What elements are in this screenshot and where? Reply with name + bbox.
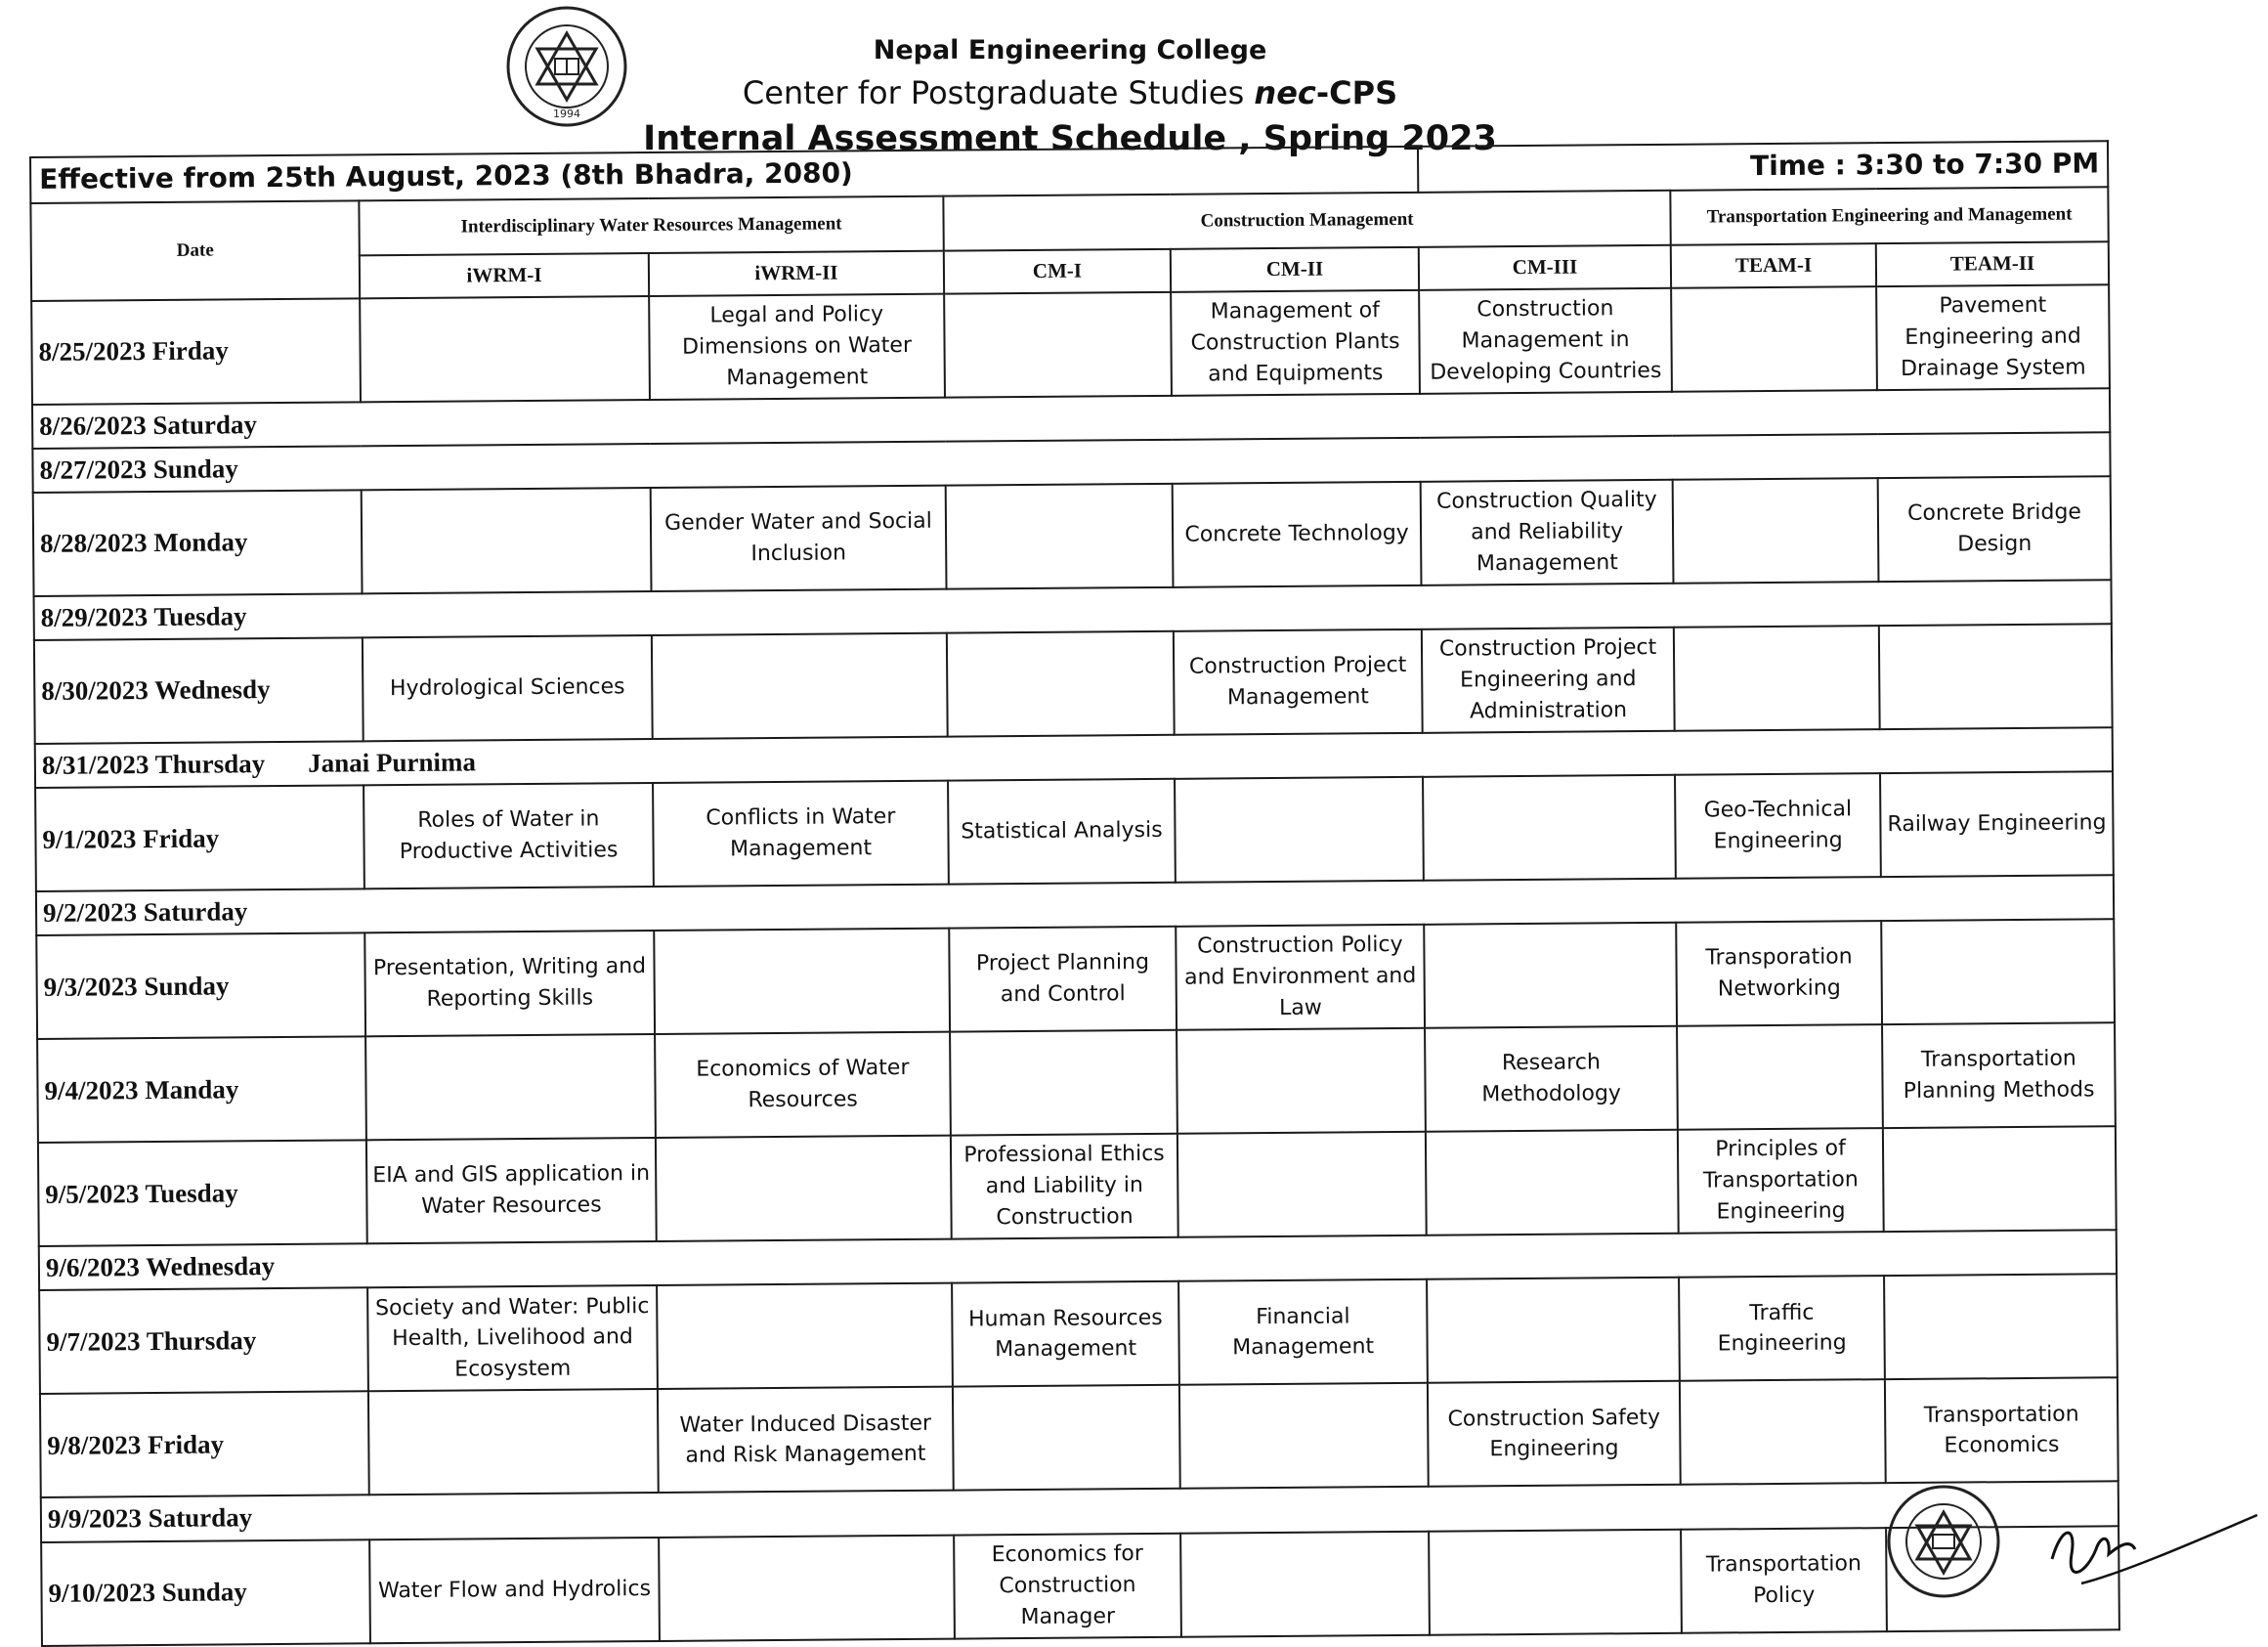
holiday-note: Janai Purnima bbox=[308, 747, 477, 778]
column-header: TEAM-II bbox=[1876, 241, 2109, 286]
subject-cell: Transporation Networking bbox=[1676, 921, 1882, 1026]
subject-cell: Transportation Policy bbox=[1681, 1528, 1887, 1633]
column-header: iWRM-I bbox=[360, 253, 649, 298]
subject-cell: Construction Project Engineering and Administration bbox=[1422, 628, 1675, 733]
subject-cell bbox=[1427, 1278, 1680, 1383]
schedule-row bbox=[33, 476, 2112, 596]
subject-cell: Hydrological Sciences bbox=[363, 635, 653, 741]
center-name bbox=[0, 74, 2140, 111]
subject-cell bbox=[1884, 1275, 2118, 1380]
row-date: 9/10/2023 Sunday bbox=[41, 1539, 370, 1646]
college-seal-logo bbox=[489, 4, 645, 131]
subject-cell: Concrete Technology bbox=[1173, 482, 1422, 587]
subject-cell: Research Methodology bbox=[1425, 1026, 1678, 1132]
subject-cell: Statistical Analysis bbox=[948, 779, 1176, 885]
svg-text:1994: 1994 bbox=[553, 108, 580, 120]
subject-cell: Economics for Construction Manager bbox=[954, 1533, 1181, 1638]
subject-cell: Roles of Water in Productive Activities bbox=[364, 783, 654, 889]
subject-cell bbox=[1179, 1383, 1429, 1489]
column-header: CM-II bbox=[1171, 246, 1419, 291]
column-header: iWRM-II bbox=[649, 250, 944, 295]
subject-cell bbox=[654, 929, 950, 1034]
subject-cell: Construction Quality and Reliability Management bbox=[1421, 480, 1674, 585]
subject-cell: Construction Management in Developing Countries bbox=[1419, 287, 1672, 393]
row-date: 9/1/2023 Friday bbox=[35, 785, 364, 891]
row-date: 9/7/2023 Thursday bbox=[39, 1288, 368, 1395]
center-italic: nec bbox=[1254, 74, 1316, 111]
schedule-row bbox=[39, 1275, 2118, 1395]
subject-cell bbox=[365, 1034, 656, 1140]
subject-cell: Transportation Economics bbox=[1885, 1378, 2118, 1484]
subject-cell bbox=[1429, 1529, 1682, 1634]
subject-cell: Principles of Transportation Engineering bbox=[1678, 1128, 1884, 1234]
subject-cell: Concrete Bridge Design bbox=[1878, 476, 2112, 582]
subject-cell bbox=[1883, 1127, 2117, 1233]
subject-cell bbox=[1423, 775, 1676, 881]
subject-cell bbox=[1881, 920, 2115, 1025]
subject-cell bbox=[1673, 478, 1879, 584]
subject-cell: Society and Water: Public Health, Livelihood and Ecosystem bbox=[367, 1285, 658, 1391]
subject-cell: Project Planning and Control bbox=[949, 927, 1177, 1032]
subject-cell bbox=[950, 1030, 1177, 1136]
subject-cell: EIA and GIS application in Water Resources bbox=[366, 1138, 657, 1243]
group-header-cm: Construction Management bbox=[943, 190, 1670, 250]
subject-cell: Construction Policy and Environment and Law bbox=[1176, 925, 1425, 1030]
row-date: 9/5/2023 Tuesday bbox=[38, 1141, 367, 1247]
effective-date: Effective from 25th August, 2023 (8th Bhadra, 2080) bbox=[30, 147, 1418, 203]
subject-cell: Water Flow and Hydrolics bbox=[369, 1538, 660, 1643]
subject-cell bbox=[1175, 777, 1424, 883]
subject-cell bbox=[368, 1389, 659, 1495]
subject-cell bbox=[1879, 624, 2113, 729]
subject-cell: Management of Construction Plants and Equipments bbox=[1171, 289, 1420, 395]
subject-cell: Conflicts in Water Management bbox=[653, 781, 949, 887]
subject-cell bbox=[1180, 1531, 1430, 1636]
signature bbox=[2042, 1505, 2267, 1598]
subject-cell: Construction Project Management bbox=[1174, 629, 1423, 735]
row-date: 9/3/2023 Sunday bbox=[36, 933, 365, 1040]
subject-cell bbox=[944, 291, 1172, 397]
subject-cell: Professional Ethics and Liability in Construction bbox=[951, 1134, 1178, 1239]
college-seal-stamp bbox=[1870, 1481, 2017, 1598]
row-date: 8/26/2023 Saturday bbox=[39, 409, 258, 441]
schedule-row bbox=[31, 284, 2110, 405]
subject-cell: Geo-Technical Engineering bbox=[1675, 773, 1881, 879]
row-date: 8/25/2023 Firday bbox=[31, 298, 361, 405]
document-header bbox=[0, 0, 2268, 161]
subject-cell bbox=[1674, 626, 1880, 731]
schedule-row bbox=[41, 1526, 2119, 1646]
subject-cell: Railway Engineering bbox=[1880, 771, 2114, 877]
subject-cell bbox=[1177, 1132, 1427, 1237]
college-name: Nepal Engineering College bbox=[873, 35, 1267, 65]
schedule-row bbox=[40, 1378, 2118, 1498]
subject-cell bbox=[656, 1136, 952, 1241]
schedule-title: Internal Assessment Schedule , Spring 2023 bbox=[643, 119, 1497, 158]
subject-cell: Construction Safety Engineering bbox=[1428, 1381, 1681, 1487]
column-header: TEAM-I bbox=[1671, 243, 1876, 288]
row-date: 9/2/2023 Saturday bbox=[42, 896, 248, 929]
row-date: 8/28/2023 Monday bbox=[33, 490, 363, 596]
row-date: 8/31/2023 Thursday bbox=[41, 749, 266, 780]
subject-cell: Economics of Water Resources bbox=[655, 1032, 951, 1138]
schedule-row bbox=[38, 1127, 2117, 1247]
subject-cell: Financial Management bbox=[1178, 1279, 1428, 1385]
column-header: CM-III bbox=[1419, 244, 1671, 289]
subject-cell bbox=[1424, 923, 1677, 1028]
center-suffix: -CPS bbox=[1315, 74, 1398, 111]
subject-cell: Transportation Planning Methods bbox=[1882, 1023, 2116, 1129]
subject-cell bbox=[946, 484, 1174, 589]
group-header-iwrm: Interdisciplinary Water Resources Management bbox=[359, 195, 943, 255]
row-date: 8/29/2023 Tuesday bbox=[40, 601, 247, 632]
subject-cell: Water Induced Disaster and Risk Management bbox=[658, 1387, 954, 1493]
subject-cell: Gender Water and Social Inclusion bbox=[651, 486, 947, 591]
subject-cell bbox=[362, 488, 652, 593]
row-date: 9/8/2023 Friday bbox=[40, 1392, 369, 1498]
subject-cell bbox=[1671, 286, 1877, 392]
schedule-row bbox=[37, 1023, 2116, 1144]
row-date: 9/9/2023 Saturday bbox=[47, 1502, 253, 1535]
subject-cell: Pavement Engineering and Drainage System bbox=[1876, 284, 2110, 390]
group-header-team: Transportation Engineering and Management bbox=[1670, 187, 2108, 245]
subject-cell bbox=[657, 1283, 953, 1389]
subject-cell bbox=[1680, 1380, 1886, 1486]
schedule-table bbox=[29, 140, 2120, 1646]
row-date: 9/4/2023 Manday bbox=[37, 1037, 366, 1144]
schedule-row bbox=[34, 624, 2113, 744]
row-date: 9/6/2023 Wednesday bbox=[45, 1251, 276, 1283]
subject-cell bbox=[947, 631, 1175, 737]
subject-cell bbox=[1426, 1130, 1679, 1235]
subject-cell bbox=[1677, 1024, 1883, 1130]
date-header: Date bbox=[30, 200, 360, 301]
subject-cell bbox=[652, 633, 948, 739]
center-prefix: Center for Postgraduate Studies bbox=[742, 74, 1245, 111]
schedule-body bbox=[31, 284, 2119, 1646]
subject-cell bbox=[659, 1535, 955, 1640]
subject-cell bbox=[953, 1385, 1180, 1491]
schedule-row bbox=[35, 771, 2114, 891]
time-slot: Time : 3:30 to 7:30 PM bbox=[1418, 141, 2108, 192]
schedule-row bbox=[36, 920, 2115, 1040]
column-header: CM-I bbox=[944, 248, 1171, 293]
subject-cell: Human Resources Management bbox=[952, 1281, 1179, 1387]
row-date: 8/27/2023 Sunday bbox=[39, 454, 238, 485]
subject-cell bbox=[360, 296, 650, 402]
subject-cell: Traffic Engineering bbox=[1679, 1277, 1885, 1382]
subject-cell: Legal and Policy Dimensions on Water Management bbox=[649, 293, 945, 399]
subject-cell: Presentation, Writing and Reporting Skills bbox=[364, 931, 655, 1036]
signature-scribble bbox=[2042, 1505, 2267, 1598]
subject-cell bbox=[1177, 1028, 1426, 1134]
row-date: 8/30/2023 Wednesdy bbox=[34, 637, 364, 744]
